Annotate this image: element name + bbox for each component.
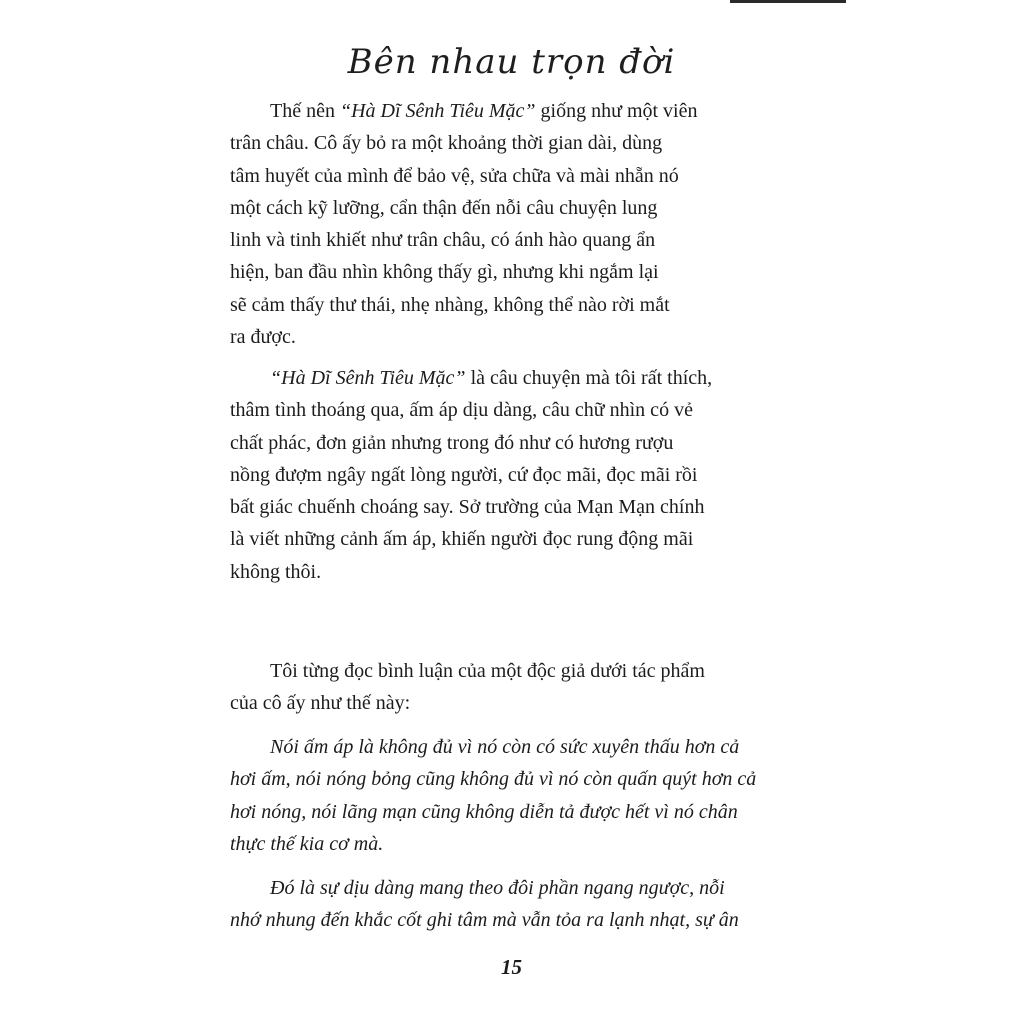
text-line xyxy=(230,491,770,523)
text-line xyxy=(230,394,770,426)
text-line xyxy=(230,192,770,224)
page-edge-line xyxy=(730,0,846,3)
text-line xyxy=(230,687,770,719)
text-run: không thôi. xyxy=(230,560,322,583)
text-run: là câu chuyện mà tôi rất thích, xyxy=(465,367,713,389)
text-run: là viết những cảnh ấm áp, khiến người đọc rung động mãi xyxy=(230,528,694,551)
text-run: giống như một viên xyxy=(535,100,698,122)
text-run: của cô ấy như thế này: xyxy=(230,692,411,715)
text-run: nhớ nhung đến khắc cốt ghi tâm mà vẫn tỏa ra lạnh nhạt, sự ân xyxy=(230,909,739,932)
text-line xyxy=(230,289,770,321)
text-line xyxy=(230,160,770,192)
text-run: thực thế kia cơ mà. xyxy=(230,832,384,855)
text-line xyxy=(230,655,770,687)
text-run: thâm tình thoáng qua, ấm áp dịu dàng, câu chữ nhìn có vẻ xyxy=(230,399,693,422)
text-line xyxy=(230,872,770,904)
text-line xyxy=(230,127,770,159)
text-line xyxy=(230,828,770,860)
text-run: Đó là sự dịu dàng mang theo đôi phần ngang ngược, nỗi xyxy=(270,877,725,899)
text-line xyxy=(230,256,770,288)
text-run: Tôi từng đọc bình luận của một độc giả dưới tác phẩm xyxy=(270,660,705,682)
text-run: bất giác chuếnh choáng say. Sở trường của Mạn Mạn chính xyxy=(230,496,705,519)
paragraph-quote-gentleness xyxy=(230,872,770,937)
text-line xyxy=(230,321,770,353)
text-run: hơi ấm, nói nóng bỏng cũng không đủ vì nó còn quấn quýt hơn cả xyxy=(230,768,757,791)
text-run: nồng đượm ngây ngất lòng người, cứ đọc mãi, đọc mãi rồi xyxy=(230,463,698,486)
text-line xyxy=(230,796,770,828)
running-header: Bên nhau trọn đời xyxy=(347,42,676,82)
paragraph-pearl xyxy=(230,95,770,353)
text-run: trân châu. Cô ấy bỏ ra một khoảng thời gian dài, dùng xyxy=(230,132,663,155)
text-line xyxy=(230,556,770,588)
text-line xyxy=(230,224,770,256)
text-line xyxy=(230,731,770,763)
text-run: sẽ cảm thấy thư thái, nhẹ nhàng, không thể nào rời mắt xyxy=(230,293,670,316)
text-run: tâm huyết của mình để bảo vệ, sửa chữa và mài nhẵn nó xyxy=(230,164,679,187)
text-run: chất phác, đơn giản nhưng trong đó như có hương rượu xyxy=(230,431,674,454)
paragraph-story xyxy=(230,362,770,588)
text-run: linh và tinh khiết như trân châu, có ánh hào quang ẩn xyxy=(230,229,656,252)
text-run: hiện, ban đầu nhìn không thấy gì, nhưng khi ngắm lại xyxy=(230,261,659,284)
paragraph-quote-warmth xyxy=(230,731,770,860)
text-line xyxy=(230,95,770,127)
text-line xyxy=(230,459,770,491)
text-run: một cách kỹ lưỡng, cẩn thận đến nỗi câu chuyện lung xyxy=(230,196,658,219)
book-title-italic: “Hà Dĩ Sênh Tiêu Mặc” xyxy=(270,367,466,389)
text-run: hơi nóng, nói lãng mạn cũng không diễn tả được hết vì nó chân xyxy=(230,800,738,823)
book-title-italic: “Hà Dĩ Sênh Tiêu Mặc” xyxy=(339,100,536,122)
paragraph-reader-comment-intro xyxy=(230,655,770,720)
text-line xyxy=(230,904,770,936)
page-number: 15 xyxy=(501,955,522,979)
text-line xyxy=(230,362,770,394)
text-run: ra được. xyxy=(230,326,296,349)
text-run: Thế nên xyxy=(270,100,340,122)
text-line xyxy=(230,763,770,795)
text-run: Nói ấm áp là không đủ vì nó còn có sức xuyên thấu hơn cả xyxy=(270,736,740,758)
text-line xyxy=(230,427,770,459)
text-line xyxy=(230,523,770,555)
